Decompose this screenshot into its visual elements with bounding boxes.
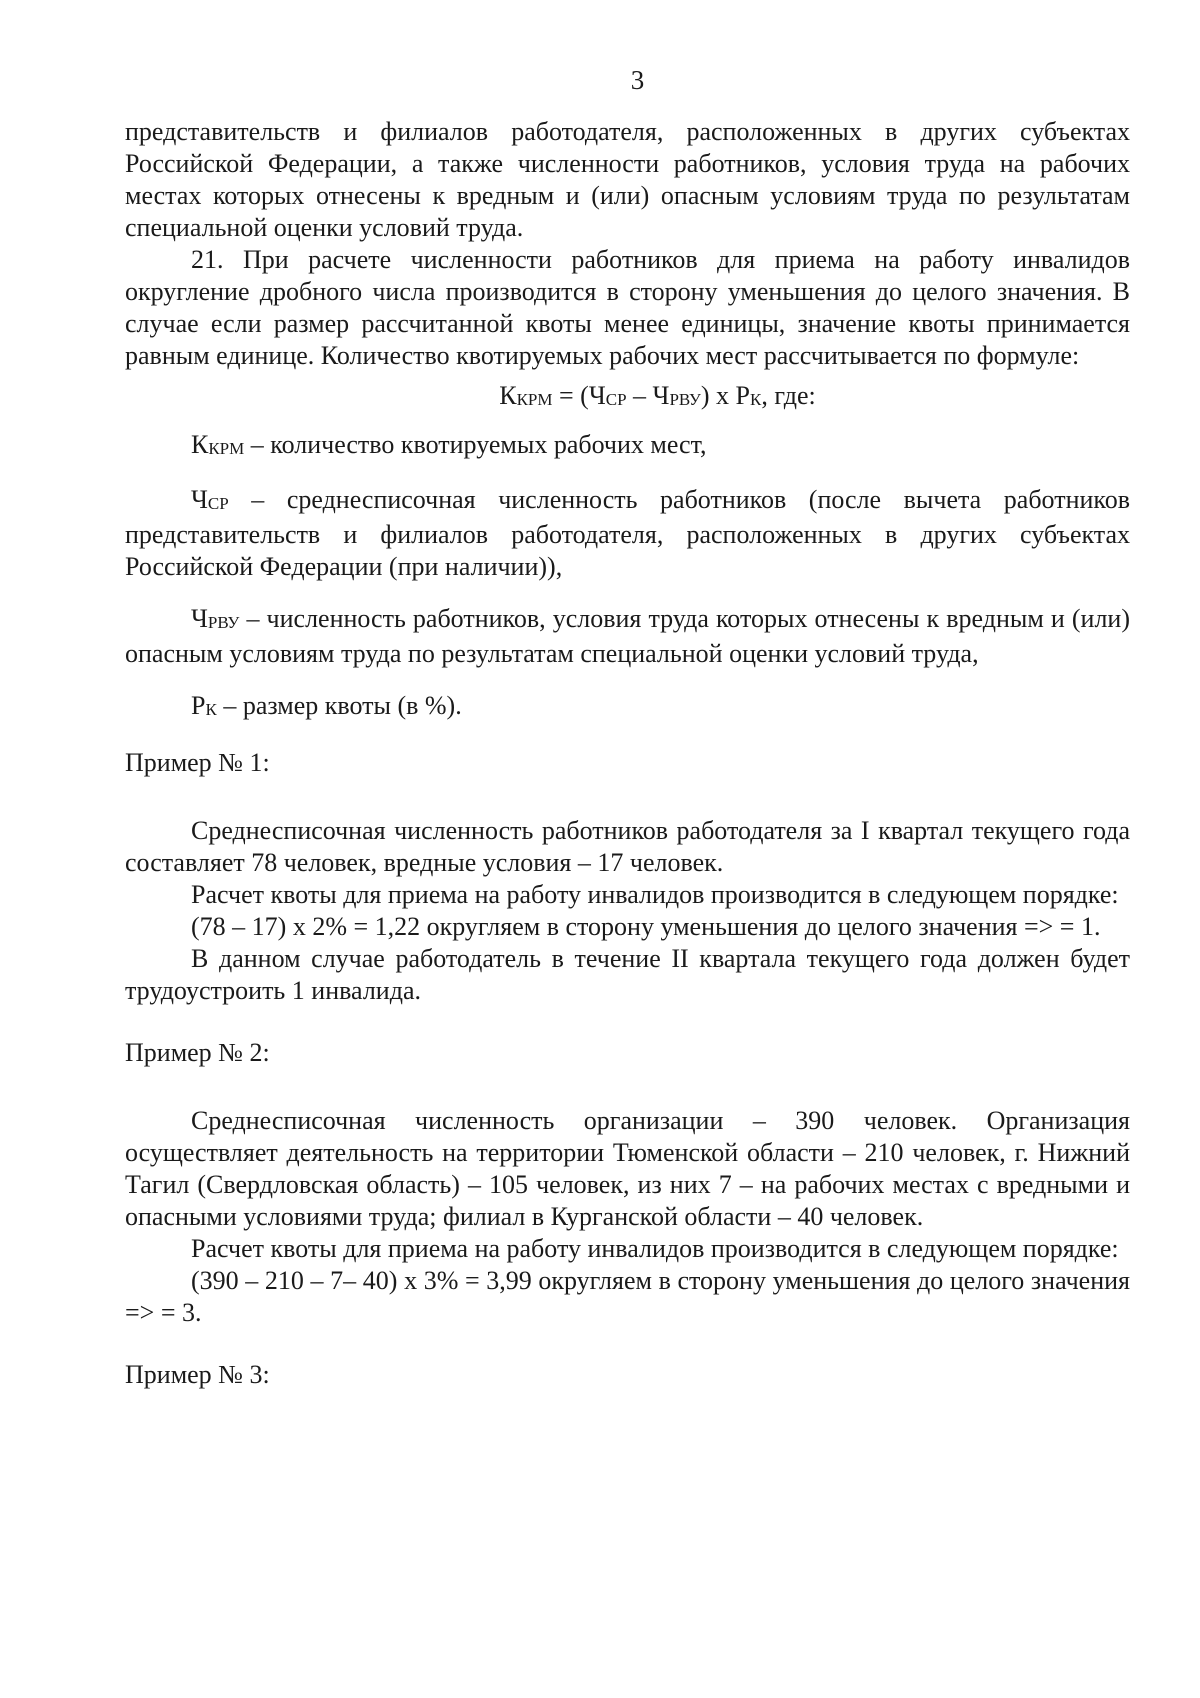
definition-chsr: $Ч_{СР}$ – среднесписочная численность работников (после вычета работников представительств и филиалов работодателя, расположенных в других субъектах Российской Федерации (при наличии)), bbox=[125, 485, 1130, 581]
example-1-line: Среднесписочная численность работников работодателя за I квартал текущего года составляет 78 человек, вредные условия – 17 человек. bbox=[125, 816, 1130, 877]
example-1-line: Расчет квоты для приема на работу инвалидов производится в следующем порядке: bbox=[191, 880, 1119, 909]
definition-kkrm: $К_{КРМ}$ – количество квотируемых рабочих мест, bbox=[191, 430, 707, 459]
example-1-line: В данном случае работодатель в течение II квартала текущего года должен будет трудоустроить 1 инвалида. bbox=[125, 944, 1130, 1005]
quota-formula: $К_{КРМ} = (Ч_{СР} - Ч_{РВУ})$ x $Р_К$, где: bbox=[499, 381, 816, 410]
example-1-title: Пример № 1: bbox=[125, 748, 270, 777]
example-2-line: Среднесписочная численность организации – 390 человек. Организация осуществляет деятельность на территории Тюменской области – 210 человек, г. Нижний Тагил (Свердловская область) – 105 человек, из них 7 – на рабочих местах с вредными и опасными условиями труда; филиал в Курганской области – 40 человек. bbox=[125, 1106, 1130, 1231]
page-number: 3 bbox=[630, 65, 645, 95]
paragraph-continuation: представительств и филиалов работодателя, расположенных в других субъектах Российской Федерации, а также численности работников, условия труда на рабочих местах которых отнесены к вредным и (или) опасным условиям труда по результатам специальной оценки условий труда. bbox=[125, 117, 1130, 242]
example-2-line: Расчет квоты для приема на работу инвалидов производится в следующем порядке: bbox=[191, 1234, 1119, 1263]
example-1-line: (78 – 17) х 2% = 1,22 округляем в сторону уменьшения до целого значения => = 1. bbox=[191, 912, 1101, 941]
paragraph-21: 21. При расчете численности работников для приема на работу инвалидов округление дробного числа производится в сторону уменьшения до целого значения. В случае если размер рассчитанной квоты менее единицы, значение квоты принимается равным единице. Количество квотируемых рабочих мест рассчитывается по формуле: bbox=[125, 245, 1130, 370]
example-2-line: (390 – 210 – 7– 40) х 3% = 3,99 округляем в сторону уменьшения до целого значения => = 3. bbox=[125, 1266, 1130, 1327]
example-2-title: Пример № 2: bbox=[125, 1038, 270, 1067]
example-3-title: Пример № 3: bbox=[125, 1360, 270, 1389]
definition-chrvu: $Ч_{РВУ}$ – численность работников, условия труда которых отнесены к вредным и (или) опасным условиям труда по результатам специальной оценки условий труда, bbox=[125, 604, 1130, 668]
definition-rk: $Р_К$ – размер квоты (в %). bbox=[191, 691, 462, 720]
